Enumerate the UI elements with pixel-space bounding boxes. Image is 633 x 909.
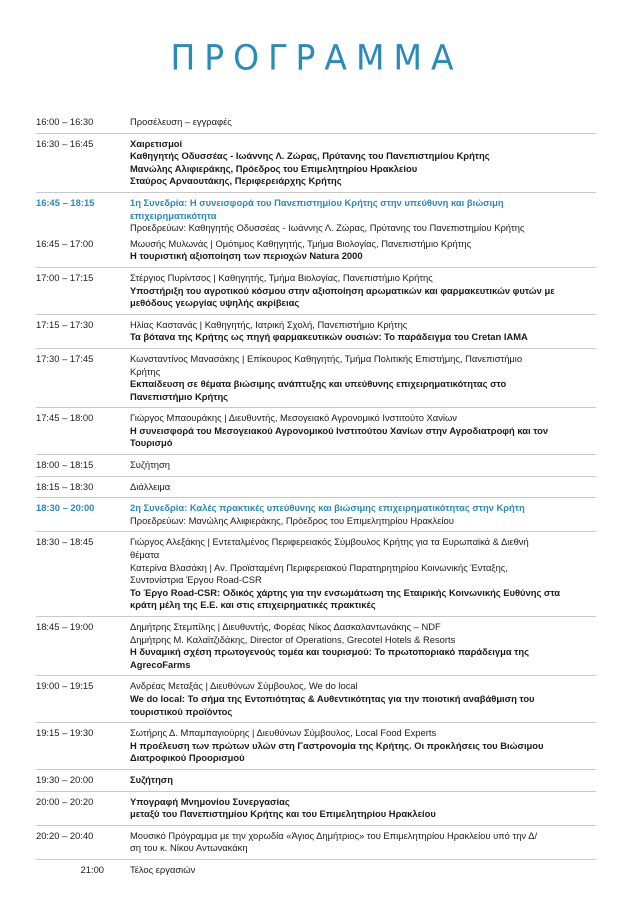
row-content (130, 319, 596, 344)
row-content (130, 727, 596, 765)
schedule-row (36, 319, 596, 349)
row-content (130, 864, 596, 877)
schedule-row (36, 272, 596, 315)
row-text: μεταξύ του Πανεπιστημίου Κρήτης και του Επιμελητηρίου Ηρακλείου (130, 808, 436, 820)
schedule-row (36, 138, 596, 193)
row-content (130, 412, 596, 450)
row-content (130, 138, 596, 188)
row-speaker: Σωτήρης Δ. Μπαμπαγιούρης | Διευθύνων Σύμβουλος, Local Food Experts (130, 727, 437, 739)
row-speaker: θέματα (130, 549, 160, 561)
page-title: ΠΡΟΓΡΑΜΜΑ (170, 37, 463, 78)
schedule-row (36, 412, 596, 455)
row-text: Συζήτηση (130, 773, 173, 785)
row-speaker: Κωνσταντίνος Μανασάκης | Επίκουρος Καθηγητής, Τμήμα Πολιτικής Επιστήμης, Πανεπιστήμιο (130, 352, 523, 364)
row-speaker: Συντονίστρια Έργου Road-CSR (130, 574, 262, 586)
row-talk-title: Εκπαίδευση σε θέματα βιώσιμης ανάπτυξης και υπεύθυνης επιχειρηματικότητας στο (130, 378, 507, 390)
row-content (130, 353, 596, 403)
row-time: 16:00 – 16:30 (36, 116, 94, 127)
row-talk-title: Διατροφικού Προορισμού (130, 752, 245, 764)
row-speaker: Γιώργος Αλεξάκης | Εντεταλμένος Περιφερειακός Σύμβουλος Κρήτης για τα Ευρωπαϊκά & Διεθνή (130, 536, 529, 548)
row-content (130, 272, 596, 310)
schedule-row (36, 774, 596, 792)
row-content (130, 197, 596, 235)
row-text: Μανώλης Αλιφιεράκης, Πρόεδρος του Επιμελητηρίου Ηρακλείου (130, 162, 418, 174)
schedule-row (36, 481, 596, 499)
schedule (36, 116, 596, 880)
schedule-row (36, 621, 596, 676)
row-content (130, 796, 596, 821)
schedule-row (36, 238, 596, 268)
session-title: 1η Συνεδρία: Η συνεισφορά του Πανεπιστημίου Κρήτης στην υπεύθυνη και βιώσιμη (130, 196, 504, 208)
row-time: 20:20 – 20:40 (36, 829, 94, 841)
row-talk-title: κράτη μέλη της Ε.Ε. και στις επιχειρηματικές πρακτικές (130, 599, 376, 611)
row-text: Προσέλευση – εγγραφές (130, 116, 232, 127)
row-time: 17:00 – 17:15 (36, 271, 94, 283)
row-content (130, 459, 596, 472)
row-content (130, 502, 596, 527)
row-content (130, 116, 596, 129)
row-text: Σταύρος Αρναουτάκης, Περιφερειάρχης Κρήτης (130, 175, 342, 187)
row-text: Υπογραφή Μνημονίου Συνεργασίας (130, 795, 290, 807)
row-talk-title: We do local: Το σήμα της Εντοπιότητας & Αυθεντικότητας για την ποιοτική αναβάθμιση του (130, 692, 535, 704)
row-text: Καθηγητής Οδυσσέας - Ιωάννης Λ. Ζώρας, Πρύτανης του Πανεπιστημίου Κρήτης (130, 150, 490, 162)
row-time: 17:30 – 17:45 (36, 352, 94, 364)
row-content (130, 774, 596, 787)
schedule-row (36, 116, 596, 134)
row-talk-title: Πανεπιστήμιο Κρήτης (130, 390, 229, 402)
row-time: 17:45 – 18:00 (36, 412, 94, 424)
row-text: Μουσικό Πρόγραμμα με την χορωδία «Άγιος Δημήτριος» του Επιμελητηρίου Ηρακλείου υπό την Δ/ (130, 829, 538, 841)
row-speaker: Ηλίας Καστανάς | Καθηγητής, Ιατρική Σχολή, Πανεπιστήμιο Κρήτης (130, 318, 408, 330)
row-text: Διάλλειμα (130, 480, 171, 492)
schedule-row (36, 830, 596, 860)
row-time: 21:00 (80, 863, 104, 875)
row-text: Συζήτηση (130, 459, 171, 471)
row-talk-title: AgrecoFarms (130, 658, 191, 670)
row-talk-title: Η συνεισφορά του Μεσογειακού Αγρονομικού Ινστιτούτου Χανίων στην Αγροδιατροφή και τον (130, 424, 549, 436)
row-speaker: Γιώργος Μπαουράκης | Διευθυντής, Μεσογειακό Αγρονομικό Ινστιτούτο Χανίων (130, 412, 457, 424)
schedule-row (36, 680, 596, 723)
row-content (130, 830, 596, 855)
row-content (130, 621, 596, 671)
schedule-row (36, 536, 596, 617)
schedule-row (36, 459, 596, 477)
row-time: 19:15 – 19:30 (36, 727, 94, 739)
row-heading: Χαιρετισμοί (130, 137, 183, 149)
row-speaker: Κατερίνα Βλασάκη | Αν. Προϊσταμένη Περιφερειακού Παρατηρητηρίου Κοινωνικής Ένταξης, (130, 561, 508, 573)
session-title: 2η Συνεδρία: Καλές πρακτικές υπεύθυνης και βιώσιμης επιχειρηματικότητας στην Κρήτη (130, 502, 525, 514)
schedule-row (36, 796, 596, 826)
row-time: 17:15 – 17:30 (36, 318, 94, 330)
session-title: επιχειρηματικότητα (130, 209, 217, 221)
session-chair: Προεδρεύων: Καθηγητής Οδυσσέας - Ιωάννης Λ. Ζώρας, Πρύτανης του Πανεπιστημίου Κρήτης (130, 222, 525, 234)
row-time: 18:45 – 19:00 (36, 621, 94, 632)
row-time: 18:30 – 18:45 (36, 536, 94, 548)
row-talk-title: Το Έργο Road-CSR: Οδικός χάρτης για την ενσωμάτωση της Εταιρικής Κοινωνικής Ευθύνης στα (130, 586, 561, 598)
row-content (130, 536, 596, 612)
row-time: 18:15 – 18:30 (36, 480, 94, 492)
row-speaker: Ανδρέας Μεταξάς | Διευθύνων Σύμβουλος, We do local (130, 680, 358, 692)
row-time: 20:00 – 20:20 (36, 795, 94, 807)
row-speaker: Δημήτρης Μ. Καλαϊτζιδάκης, Director of Operations, Grecotel Hotels & Resorts (130, 633, 456, 645)
row-speaker: Μωυσής Μυλωνάς | Ομότιμος Καθηγητής, Τμήμα Βιολογίας, Πανεπιστήμιο Κρήτης (130, 237, 472, 249)
schedule-row-session (36, 197, 596, 238)
schedule-row (36, 353, 596, 408)
row-time: 18:00 – 18:15 (36, 459, 94, 471)
row-talk-title: Η προέλευση των πρώτων υλών στη Γαστρονομία της Κρήτης. Οι προκλήσεις του Βιώσιμου (130, 739, 544, 751)
schedule-row (36, 727, 596, 770)
row-time: 16:30 – 16:45 (36, 137, 94, 149)
row-time: 18:30 – 20:00 (36, 502, 95, 514)
row-talk-title: Τουρισμό (130, 437, 173, 449)
row-text: Τέλος εργασιών (130, 863, 196, 875)
row-talk-title: Τα βότανα της Κρήτης ως πηγή φαρμακευτικών ουσιών: Το παράδειγμα του Cretan IAMA (130, 331, 528, 343)
row-talk-title: Η δυναμική σχέση πρωτογενούς τομέα και τουρισμού: Το πρωτοποριακό παράδειγμα της (130, 646, 529, 658)
row-time: 19:30 – 20:00 (36, 773, 94, 785)
row-content (130, 481, 596, 494)
session-chair: Προεδρεύων: Μανώλης Αλιφιεράκης, Πρόεδρος του Επιμελητηρίου Ηρακλείου (130, 514, 454, 526)
row-speaker: Κρήτης (130, 365, 161, 377)
row-time: 16:45 – 18:15 (36, 196, 95, 208)
row-speaker: Στέργιος Πυρίντσος | Καθηγητής, Τμήμα Βιολογίας, Πανεπιστήμιο Κρήτης (130, 271, 433, 283)
row-talk-title: Υποστήριξη του αγροτικού κόσμου στην αξιοποίηση αρωματικών και φαρμακευτικών φυτών με (130, 284, 555, 296)
row-text: ση του κ. Νίκου Αντωνακάκη (130, 842, 248, 854)
schedule-row (36, 864, 596, 880)
schedule-row-session (36, 502, 596, 532)
row-talk-title: μεθόδους γεωργίας υψηλής ακρίβειας (130, 297, 300, 309)
row-content (130, 238, 596, 263)
row-speaker: Δημήτρης Στεμπίλης | Διευθυντής, Φορέας Νίκος Δασκαλαντωνάκης – NDF (130, 621, 441, 632)
row-time: 16:45 – 17:00 (36, 237, 94, 249)
row-time: 19:00 – 19:15 (36, 680, 94, 692)
row-content (130, 680, 596, 718)
row-talk-title: Η τουριστική αξιοποίηση των περιοχών Natura 2000 (130, 250, 363, 262)
row-talk-title: τουριστικού προϊόντος (130, 705, 233, 717)
